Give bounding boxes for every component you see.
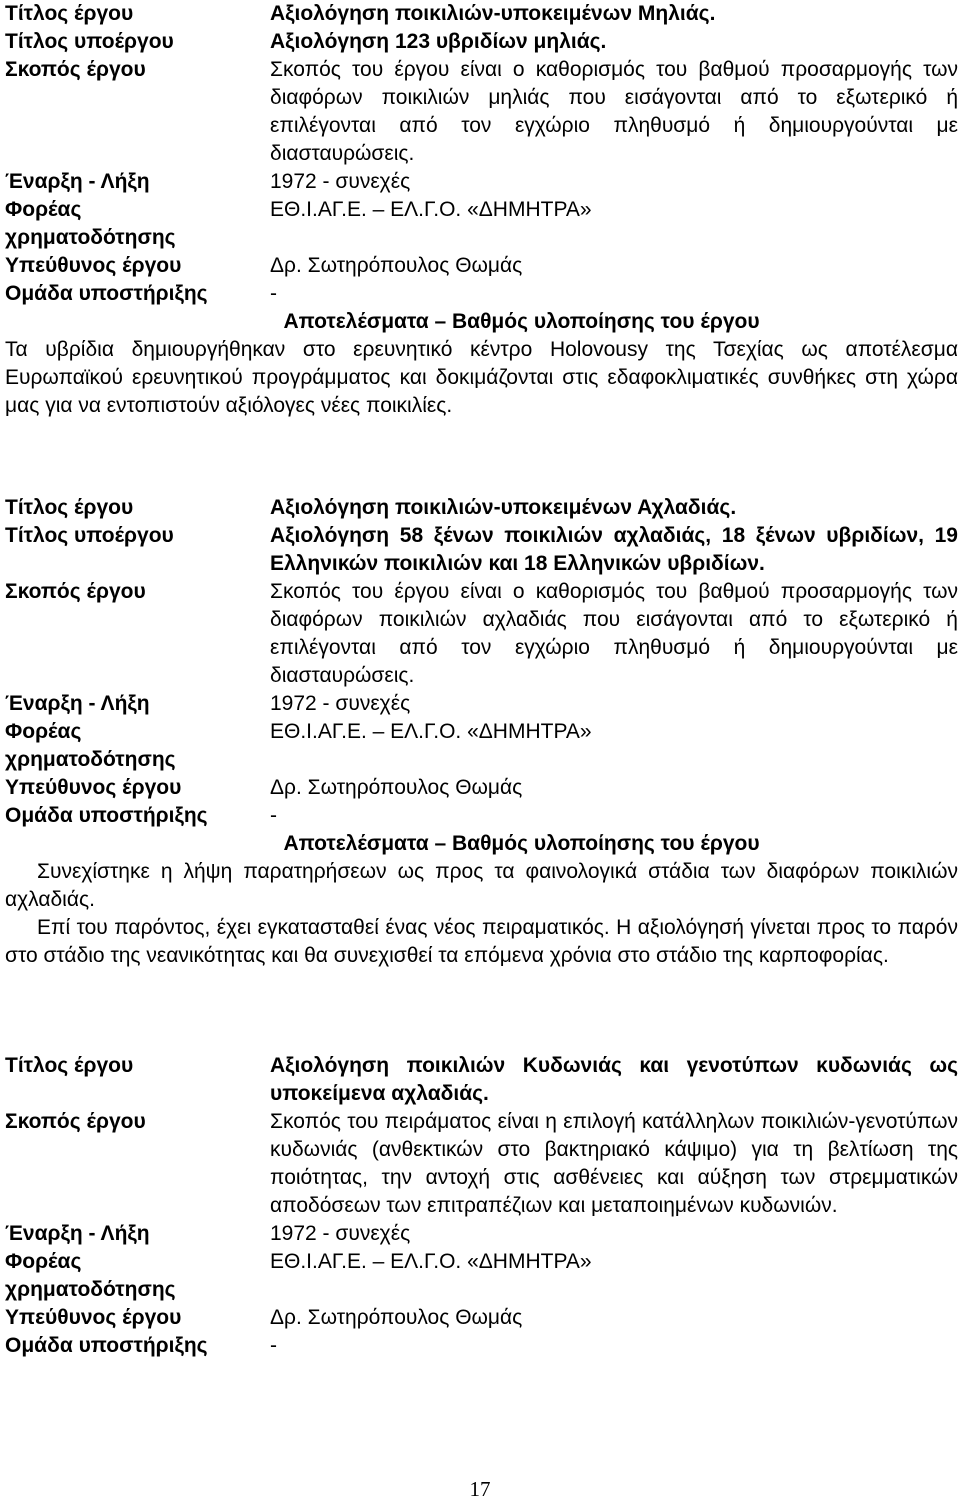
funding-label-line1: Φορέας (5, 198, 82, 221)
funding-row (5, 718, 958, 774)
funding-label (5, 718, 270, 774)
responsible-value: Δρ. Σωτηρόπουλος Θωμάς (270, 1306, 523, 1329)
title-row (5, 0, 958, 28)
aim-label: Σκοπός έργου (5, 58, 146, 81)
aim-value: Σκοπός του έργου είναι ο καθορισμός του βαθμού προσαρμογής των διαφόρων ποικιλιών μηλιάς που εισάγονται από το εξωτερικό ή επιλέγονται από τον εγχώριο πληθυσμό ή δημιουργούνται με διασταυρώσεις. (270, 58, 958, 165)
duration-value: 1972 - συνεχές (270, 1222, 411, 1245)
funding-label-line1: Φορέας (5, 1250, 82, 1273)
duration-label: Έναρξη - Λήξη (5, 1222, 150, 1245)
aim-label: Σκοπός έργου (5, 580, 146, 603)
document-page (5, 0, 958, 1360)
funding-row (5, 196, 958, 252)
support-row (5, 280, 958, 308)
title-label: Τίτλος έργου (5, 1054, 134, 1077)
project-quince (5, 1052, 958, 1360)
funding-label-line2: χρηματοδότησης (5, 748, 176, 771)
title-row (5, 1052, 958, 1108)
funding-row (5, 1248, 958, 1304)
results-paragraph: Συνεχίστηκε η λήψη παρατηρήσεων ως προς τα φαινολογικά στάδια των διαφόρων ποικιλιών αχλαδιάς. (5, 860, 958, 911)
results-heading: Αποτελέσματα – Βαθμός υλοποίησης του έργου (283, 832, 760, 855)
subtitle-row (5, 522, 958, 578)
results-paragraph: Τα υβρίδια δημιουργήθηκαν στο ερευνητικό κέντρο Holovousy της Τσεχίας ως αποτέλεσμα Ευρωπαϊκού ερευνητικού προγράμματος και δοκιμάζονται στις εδαφοκλιματικές συνθήκες στη χώρα μας για να εντοπιστούν αξιόλογες νέες ποικιλίες. (5, 338, 958, 417)
results-paragraph: Επί του παρόντος, έχει εγκατασταθεί ένας νέος πειραματικός. Η αξιολόγησή γίνεται προς το παρόν στο στάδιο της νεανικότητας και θα συνεχισθεί τα επόμενα χρόνια στο στάδιο της καρποφορίας. (5, 916, 958, 967)
subtitle-label: Τίτλος υποέργου (5, 30, 174, 53)
aim-value: Σκοπός του έργου είναι ο καθορισμός του βαθμού προσαρμογής των διαφόρων ποικιλιών αχλαδιάς που εισάγονται από το εξωτερικό ή επιλέγονται από τον εγχώριο πληθυσμό ή δημιουργούνται με διασταυρώσεις. (270, 580, 958, 687)
funding-label-line2: χρηματοδότησης (5, 1278, 176, 1301)
spacer (5, 970, 958, 1052)
responsible-row (5, 252, 958, 280)
support-value: - (270, 804, 277, 827)
duration-value: 1972 - συνεχές (270, 170, 411, 193)
page-number: 17 (469, 1477, 491, 1501)
responsible-row (5, 774, 958, 802)
subtitle-value: Αξιολόγηση 58 ξένων ποικιλιών αχλαδιάς, 18 ξένων υβριδίων, 19 Ελληνικών ποικιλιών και 18 Ελληνικών υβριδίων. (270, 524, 958, 575)
funding-value: ΕΘ.Ι.ΑΓ.Ε. – ΕΛ.Γ.Ο. «ΔΗΜΗΤΡΑ» (270, 198, 592, 221)
responsible-row (5, 1304, 958, 1332)
results-heading: Αποτελέσματα – Βαθμός υλοποίησης του έργου (283, 310, 760, 333)
support-label: Ομάδα υποστήριξης (5, 282, 208, 305)
aim-row (5, 56, 958, 168)
subtitle-row (5, 28, 958, 56)
duration-row (5, 1220, 958, 1248)
support-row (5, 802, 958, 830)
funding-label (5, 1248, 270, 1304)
project-pear (5, 494, 958, 970)
title-label: Τίτλος έργου (5, 496, 134, 519)
funding-label-line2: χρηματοδότησης (5, 226, 176, 249)
aim-row (5, 1108, 958, 1220)
title-value: Αξιολόγηση ποικιλιών-υποκειμένων Αχλαδιάς. (270, 496, 737, 519)
funding-value: ΕΘ.Ι.ΑΓ.Ε. – ΕΛ.Γ.Ο. «ΔΗΜΗΤΡΑ» (270, 720, 592, 743)
funding-value: ΕΘ.Ι.ΑΓ.Ε. – ΕΛ.Γ.Ο. «ΔΗΜΗΤΡΑ» (270, 1250, 592, 1273)
duration-row (5, 690, 958, 718)
project-apple (5, 0, 958, 420)
responsible-value: Δρ. Σωτηρόπουλος Θωμάς (270, 254, 523, 277)
aim-row (5, 578, 958, 690)
funding-label-line1: Φορέας (5, 720, 82, 743)
title-value: Αξιολόγηση ποικιλιών-υποκειμένων Μηλιάς. (270, 2, 716, 25)
responsible-label: Υπεύθυνος έργου (5, 776, 182, 799)
support-value: - (270, 282, 277, 305)
aim-label: Σκοπός έργου (5, 1110, 146, 1133)
aim-value: Σκοπός του πειράματος είναι η επιλογή κατάλληλων ποικιλιών-γενοτύπων κυδωνιάς (ανθεκτικών στο βακτηριακό κάψιμο) για τη βελτίωση της ποιότητας, την αντοχή στις ασθένειες και αύξηση των στρεμματικών αποδόσεων των επιτραπέζιων και μεταποιημένων κυδωνιών. (270, 1110, 958, 1217)
duration-value: 1972 - συνεχές (270, 692, 411, 715)
support-label: Ομάδα υποστήριξης (5, 804, 208, 827)
responsible-label: Υπεύθυνος έργου (5, 1306, 182, 1329)
subtitle-value: Αξιολόγηση 123 υβριδίων μηλιάς. (270, 30, 607, 53)
support-label: Ομάδα υποστήριξης (5, 1334, 208, 1357)
funding-label (5, 196, 270, 252)
duration-label: Έναρξη - Λήξη (5, 170, 150, 193)
title-row (5, 494, 958, 522)
title-value: Αξιολόγηση ποικιλιών Κυδωνιάς και γενοτύπων κυδωνιάς ως υποκείμενα αχλαδιάς. (270, 1054, 958, 1105)
responsible-value: Δρ. Σωτηρόπουλος Θωμάς (270, 776, 523, 799)
spacer (5, 420, 958, 494)
support-row (5, 1332, 958, 1360)
duration-row (5, 168, 958, 196)
title-label: Τίτλος έργου (5, 2, 134, 25)
duration-label: Έναρξη - Λήξη (5, 692, 150, 715)
support-value: - (270, 1334, 277, 1357)
subtitle-label: Τίτλος υποέργου (5, 524, 174, 547)
responsible-label: Υπεύθυνος έργου (5, 254, 182, 277)
